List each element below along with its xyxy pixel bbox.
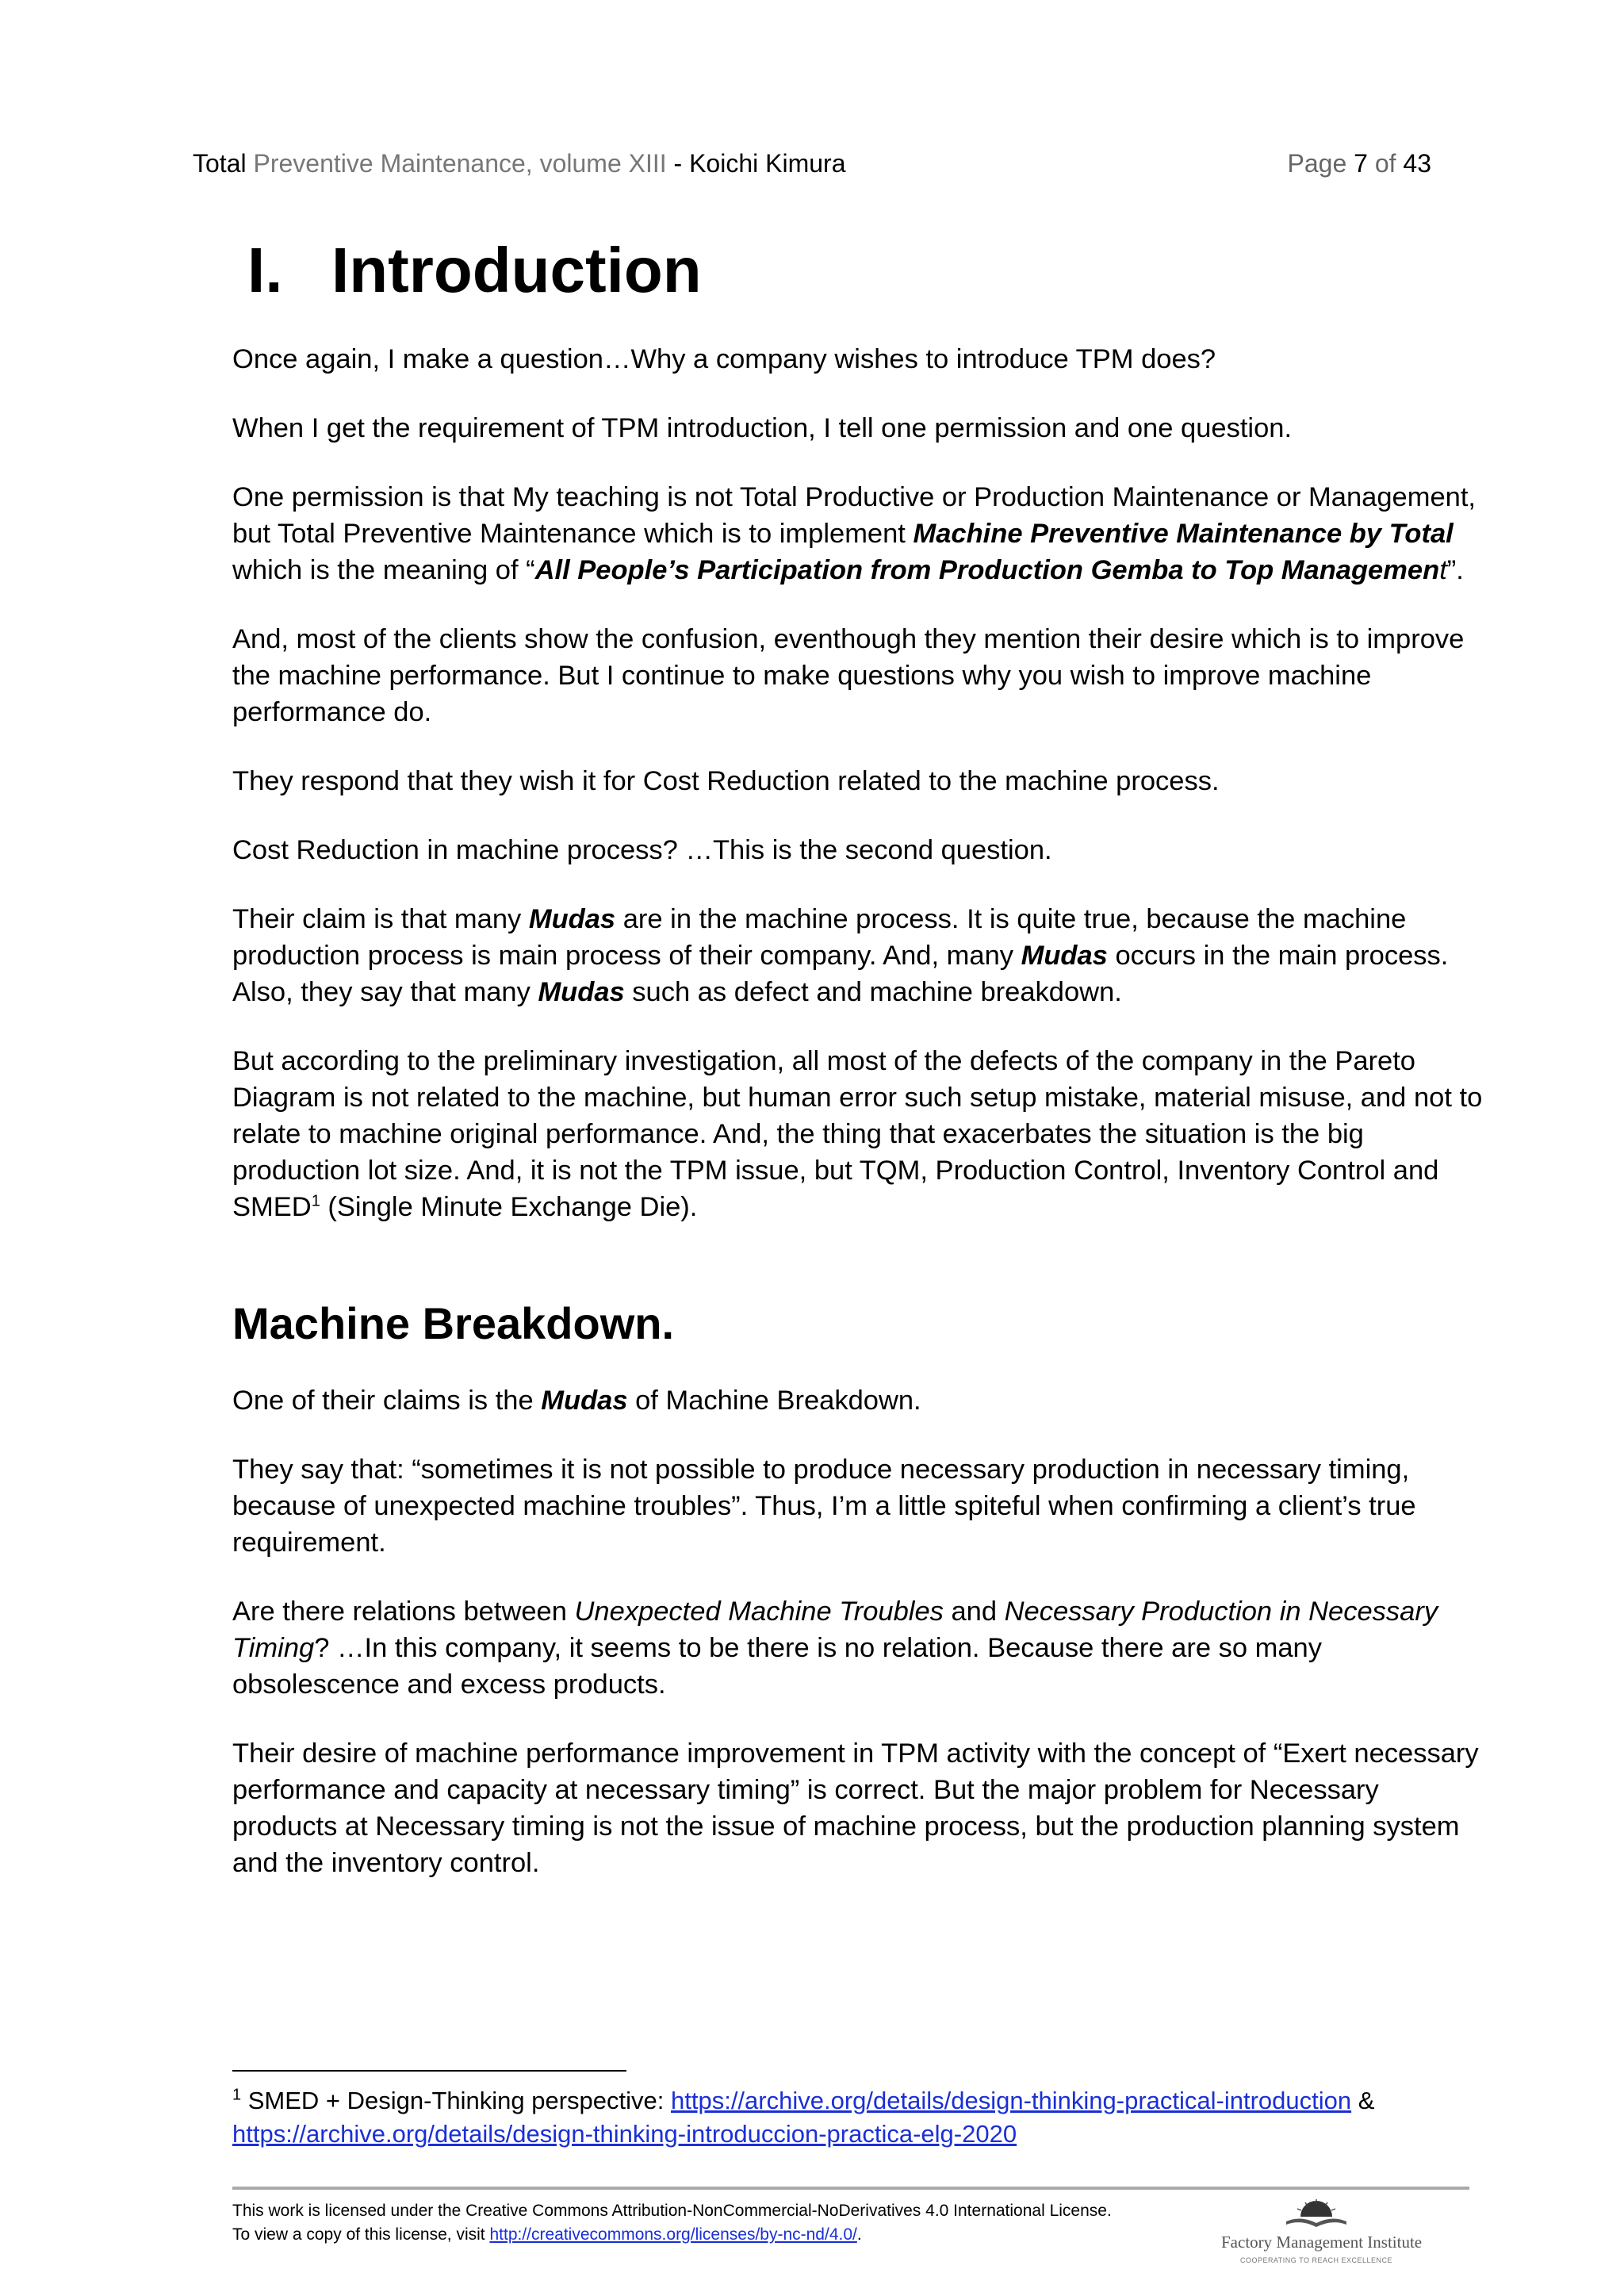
paragraph: Their desire of machine performance improvement in TPM activity with the concept of “Exert necessary performance and capacity at necessary timing” is correct. But the major problem for Necessary products at Necessary timing is not the issue of machine process, but the production planning system and the inventory control. xyxy=(232,1738,1479,1878)
chapter-title: Introduction xyxy=(331,235,702,305)
footnote-marker: 1 xyxy=(232,2086,242,2104)
footnote-link-1[interactable]: https://archive.org/details/design-thinking-practical-introduction xyxy=(671,2087,1352,2114)
footer-divider xyxy=(232,2187,1469,2190)
paragraph: Their claim is that many Mudas are in the machine process. It is quite true, because the machine production process is main process of their company. And, many Mudas occurs in the main process. Also, they say that many Mudas such as defect and machine breakdown. xyxy=(232,904,1449,1007)
paragraph: Are there relations between Unexpected Machine Troubles and Necessary Production in Necessary Timing? …In this company, it seems to be there is no relation. Because there are so many obsolescence and excess products. xyxy=(232,1596,1438,1700)
paragraph: When I get the requirement of TPM introduction, I tell one permission and one question. xyxy=(232,413,1293,443)
paragraph: They respond that they wish it for Cost Reduction related to the machine process. xyxy=(232,766,1220,796)
paragraph: Once again, I make a question…Why a company wishes to introduce TPM does? xyxy=(232,344,1216,374)
paragraph: But according to the preliminary investigation, all most of the defects of the company in the Pareto Diagram is not related to the machine, but human error such setup mistake, material misuse, and not to relate to machine original performance. And, the thing that exacerbates the situation is the big production lot size. And, it is not the TPM issue, but TQM, Production Control, Inventory Control and SMED$^1$ (Single Minute Exchange Die). xyxy=(232,1046,1483,1222)
footnote-divider xyxy=(232,2070,626,2072)
license-notice: This work is licensed under the Creative Commons Attribution-NonCommercial-NoDerivatives 4.0 International License. To view a copy of this license, visit http://creativecommons.org/licenses/by-nc-nd/4.0/. xyxy=(232,2202,1112,2244)
logo-name: Factory Management Institute xyxy=(1221,2233,1423,2252)
header-title: Total Preventive Maintenance, volume XIII - Koichi Kimura xyxy=(193,149,846,178)
institute-logo xyxy=(1221,2199,1423,2271)
body-text xyxy=(232,341,1485,1914)
page-number: Page 7 of 43 xyxy=(1287,149,1431,178)
paragraph: They say that: “sometimes it is not possible to produce necessary production in necessary timing, because of unexpected machine troubles”. Thus, I’m a little spiteful when confirming a client’s true requirement. xyxy=(232,1455,1416,1558)
book-sun-icon xyxy=(1283,2199,1350,2231)
paragraph: One of their claims is the Mudas of Machine Breakdown. xyxy=(232,1386,921,1416)
license-link[interactable]: http://creativecommons.org/licenses/by-nc-nd/4.0/ xyxy=(489,2225,857,2244)
section-heading: Machine Breakdown. xyxy=(232,1298,675,1348)
chapter-number: I. xyxy=(247,235,283,305)
footnote: $^1$ SMED + Design-Thinking perspective: https://archive.org/details/design-thinking-practical-introduction & https://archive.org/details/design-thinking-introduccion-practica-elg-2020 xyxy=(232,2086,1375,2148)
logo-tagline: COOPERATING TO REACH EXCELLENCE xyxy=(1239,2256,1393,2264)
paragraph: Cost Reduction in machine process? …This is the second question. xyxy=(232,835,1052,865)
paragraph: One permission is that My teaching is not Total Productive or Production Maintenance or Management, but Total Preventive Maintenance which is to implement Machine Preventive Maintenance by Total which is the meaning of “All People’s Participation from Production Gemba to Top Management”. xyxy=(232,482,1477,585)
footnote-ref[interactable]: 1 xyxy=(311,1192,320,1210)
chapter-heading xyxy=(247,227,702,314)
paragraph: And, most of the clients show the confusion, eventhough they mention their desire which is to improve the machine performance. But I continue to make questions why you wish to improve machine performance do. xyxy=(232,624,1465,727)
footnote-link-2[interactable]: https://archive.org/details/design-thinking-introduccion-practica-elg-2020 xyxy=(232,2120,1017,2148)
